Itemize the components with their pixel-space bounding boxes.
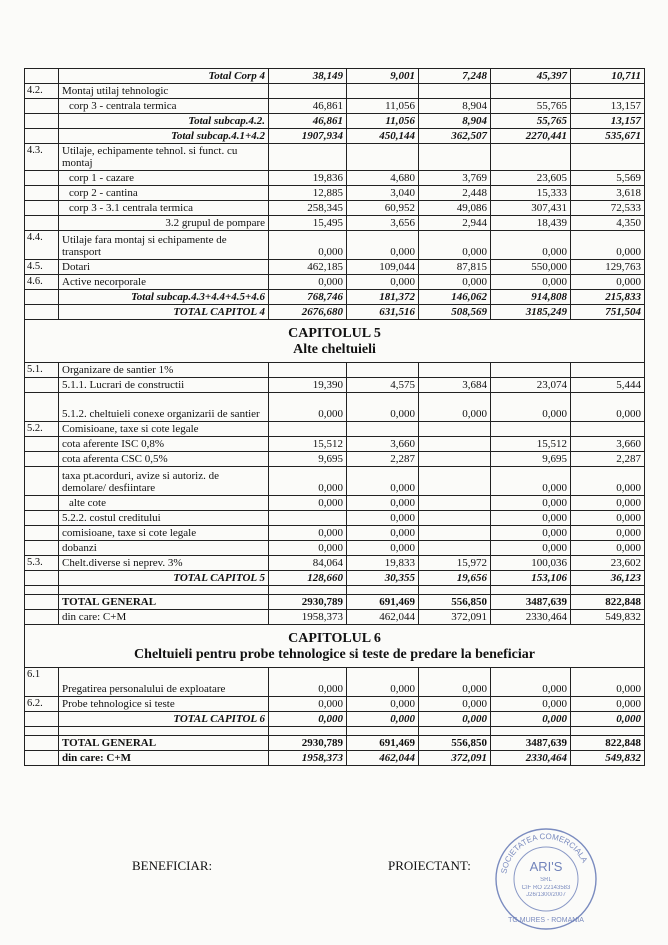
spacer-row [25,586,645,595]
row-number: 4.6. [25,275,59,290]
value-cell: 46,861 [269,114,347,129]
table-row [25,114,645,129]
table-row [25,556,645,571]
row-number [25,610,59,625]
value-cell: 0,000 [491,541,571,556]
value-cell: 2,448 [419,186,491,201]
table-row [25,171,645,186]
row-number [25,290,59,305]
value-cell: 181,372 [347,290,419,305]
row-number [25,736,59,751]
value-cell: 3487,639 [491,736,571,751]
beneficiar-label: BENEFICIAR: [132,858,213,873]
value-cell: 631,516 [347,305,419,320]
row-label: Pregatirea personalului de exploatare [59,668,269,697]
row-number [25,511,59,526]
value-cell: 362,507 [419,129,491,144]
value-cell [347,144,419,171]
value-cell: 691,469 [347,736,419,751]
table-row [25,231,645,260]
value-cell: 0,000 [571,496,645,511]
value-cell: 2930,789 [269,736,347,751]
value-cell: 0,000 [491,511,571,526]
value-cell [491,84,571,99]
table-row [25,511,645,526]
value-cell: 4,350 [571,216,645,231]
row-label: din care: C+M [59,610,269,625]
value-cell [347,84,419,99]
table-row [25,452,645,467]
value-cell: 2,944 [419,216,491,231]
value-cell: 0,000 [419,231,491,260]
table-row [25,526,645,541]
value-cell: 2676,680 [269,305,347,320]
value-cell: 0,000 [347,496,419,511]
row-label: Comisioane, taxe si cote legale [59,422,269,437]
row-label: Chelt.diverse si neprev. 3% [59,556,269,571]
value-cell [571,84,645,99]
value-cell: 12,885 [269,186,347,201]
value-cell: 2930,789 [269,595,347,610]
table-row [25,378,645,393]
value-cell [571,422,645,437]
value-cell: 3487,639 [491,595,571,610]
value-cell: 751,504 [571,305,645,320]
value-cell: 372,091 [419,751,491,766]
value-cell: 10,711 [571,69,645,84]
value-cell: 87,815 [419,260,491,275]
value-cell: 3,618 [571,186,645,201]
row-label: corp 2 - cantina [59,186,269,201]
value-cell: 556,850 [419,595,491,610]
value-cell: 3,040 [347,186,419,201]
value-cell: 0,000 [347,668,419,697]
row-label: cota aferente ISC 0,8% [59,437,269,452]
value-cell: 153,106 [491,571,571,586]
row-number [25,69,59,84]
value-cell: 2330,464 [491,751,571,766]
value-cell: 23,602 [571,556,645,571]
value-cell: 0,000 [347,712,419,727]
value-cell: 0,000 [419,697,491,712]
value-cell: 109,044 [347,260,419,275]
table-row [25,186,645,201]
value-cell: 258,345 [269,201,347,216]
chapter-heading [25,625,645,668]
value-cell [571,144,645,171]
table-row [25,541,645,556]
table-row [25,363,645,378]
value-cell: 1958,373 [269,610,347,625]
row-label: corp 1 - cazare [59,171,269,186]
value-cell: 0,000 [269,697,347,712]
value-cell: 15,512 [491,437,571,452]
value-cell: 0,000 [571,668,645,697]
value-cell: 13,157 [571,114,645,129]
value-cell: 38,149 [269,69,347,84]
value-cell: 0,000 [347,275,419,290]
value-cell: 462,044 [347,610,419,625]
value-cell [491,422,571,437]
value-cell: 46,861 [269,99,347,114]
value-cell: 128,660 [269,571,347,586]
row-label: cota aferenta CSC 0,5% [59,452,269,467]
table-row [25,467,645,496]
row-label: comisioane, taxe si cote legale [59,526,269,541]
value-cell: 8,904 [419,99,491,114]
row-number [25,378,59,393]
row-number [25,526,59,541]
value-cell: 0,000 [491,496,571,511]
row-number [25,186,59,201]
table-row [25,260,645,275]
value-cell: 549,832 [571,751,645,766]
value-cell: 0,000 [347,393,419,422]
value-cell: 822,848 [571,736,645,751]
row-label: Total Corp 4 [59,69,269,84]
value-cell: 462,044 [347,751,419,766]
value-cell: 1958,373 [269,751,347,766]
value-cell [419,526,491,541]
table-row [25,144,645,171]
value-cell: 19,833 [347,556,419,571]
table-row [25,201,645,216]
value-cell: 0,000 [347,231,419,260]
chapter-subtitle: Alte cheltuieli [293,342,376,357]
value-cell: 2,287 [347,452,419,467]
value-cell: 215,833 [571,290,645,305]
value-cell: 55,765 [491,114,571,129]
value-cell: 15,495 [269,216,347,231]
value-cell: 0,000 [269,541,347,556]
value-cell: 0,000 [269,231,347,260]
chapter-heading [25,320,645,363]
chapter-title: CAPITOLUL 5 [288,326,381,341]
row-label: Total subcap.4.2. [59,114,269,129]
value-cell: 11,056 [347,99,419,114]
value-cell [419,541,491,556]
value-cell: 0,000 [269,275,347,290]
row-label: dobanzi [59,541,269,556]
value-cell: 0,000 [571,511,645,526]
value-cell: 691,469 [347,595,419,610]
value-cell: 0,000 [269,668,347,697]
row-label: TOTAL CAPITOL 5 [59,571,269,586]
chapter-title: CAPITOLUL 6 [288,631,381,646]
value-cell: 0,000 [347,697,419,712]
row-number [25,171,59,186]
row-label: TOTAL GENERAL [59,595,269,610]
value-cell [419,496,491,511]
value-cell: 60,952 [347,201,419,216]
row-number: 6.1 [25,668,59,697]
chapter-subtitle: Cheltuieli pentru probe tehnologice si teste de predare la beneficiar [134,647,535,662]
value-cell: 0,000 [269,712,347,727]
table-row [25,129,645,144]
table-row [25,437,645,452]
value-cell: 0,000 [571,697,645,712]
row-label: Dotari [59,260,269,275]
value-cell: 3185,249 [491,305,571,320]
value-cell: 9,695 [269,452,347,467]
value-cell: 9,695 [491,452,571,467]
value-cell: 55,765 [491,99,571,114]
value-cell: 462,185 [269,260,347,275]
value-cell [347,363,419,378]
value-cell: 11,056 [347,114,419,129]
row-number: 5.3. [25,556,59,571]
value-cell [419,467,491,496]
table-row [25,69,645,84]
svg-text:SRL: SRL [540,877,552,883]
row-label: Organizare de santier 1% [59,363,269,378]
value-cell [269,84,347,99]
table-row [25,736,645,751]
row-number [25,452,59,467]
value-cell: 146,062 [419,290,491,305]
table-row [25,751,645,766]
value-cell: 450,144 [347,129,419,144]
value-cell [491,363,571,378]
value-cell: 0,000 [347,511,419,526]
table-row [25,610,645,625]
table-row [25,571,645,586]
value-cell: 23,074 [491,378,571,393]
value-cell: 3,660 [347,437,419,452]
value-cell: 0,000 [347,541,419,556]
table-row [25,697,645,712]
value-cell: 5,569 [571,171,645,186]
spacer-row [25,727,645,736]
value-cell [419,437,491,452]
value-cell: 30,355 [347,571,419,586]
row-label: Probe tehnologice si teste [59,697,269,712]
value-cell: 556,850 [419,736,491,751]
row-label: alte cote [59,496,269,511]
value-cell [419,363,491,378]
value-cell: 49,086 [419,201,491,216]
value-cell [419,144,491,171]
value-cell: 0,000 [491,275,571,290]
value-cell: 0,000 [491,467,571,496]
table-row [25,84,645,99]
table-row [25,496,645,511]
row-number [25,541,59,556]
value-cell: 822,848 [571,595,645,610]
value-cell: 535,671 [571,129,645,144]
row-number [25,216,59,231]
row-label: Utilaje fara montaj si echipamente de transport [59,231,269,260]
value-cell: 19,656 [419,571,491,586]
svg-text:CIF RO 22143583: CIF RO 22143583 [521,885,571,891]
row-label: TOTAL CAPITOL 6 [59,712,269,727]
value-cell: 0,000 [347,467,419,496]
value-cell: 372,091 [419,610,491,625]
value-cell: 3,660 [571,437,645,452]
value-cell: 3,684 [419,378,491,393]
row-number [25,393,59,422]
value-cell: 23,605 [491,171,571,186]
svg-text:ARI'S: ARI'S [529,859,563,874]
row-number [25,114,59,129]
value-cell: 0,000 [269,393,347,422]
table-row [25,668,645,697]
value-cell: 129,763 [571,260,645,275]
value-cell: 4,680 [347,171,419,186]
value-cell: 0,000 [571,275,645,290]
value-cell [419,84,491,99]
value-cell [419,422,491,437]
row-number [25,437,59,452]
row-number: 4.5. [25,260,59,275]
value-cell: 3,769 [419,171,491,186]
value-cell: 0,000 [419,668,491,697]
value-cell: 549,832 [571,610,645,625]
value-cell: 0,000 [269,496,347,511]
value-cell: 19,390 [269,378,347,393]
row-label: TOTAL GENERAL [59,736,269,751]
value-cell: 0,000 [571,526,645,541]
value-cell: 508,569 [419,305,491,320]
value-cell: 2,287 [571,452,645,467]
row-number [25,201,59,216]
row-number: 4.4. [25,231,59,260]
value-cell: 2330,464 [491,610,571,625]
value-cell: 0,000 [491,668,571,697]
estimate-table [24,68,645,766]
row-number [25,571,59,586]
value-cell: 0,000 [571,541,645,556]
value-cell: 0,000 [491,712,571,727]
value-cell: 0,000 [419,393,491,422]
row-label: Utilaje, echipamente tehnol. si funct. cu montaj [59,144,269,171]
row-label: TOTAL CAPITOL 4 [59,305,269,320]
value-cell [419,452,491,467]
value-cell: 1907,934 [269,129,347,144]
table-row [25,393,645,422]
svg-text:SOCIETATEA COMERCIALA: SOCIETATEA COMERCIALA [499,831,590,875]
value-cell [269,422,347,437]
value-cell [347,422,419,437]
value-cell: 7,248 [419,69,491,84]
table-row [25,712,645,727]
row-number [25,305,59,320]
estimate-page [24,68,644,766]
value-cell [491,144,571,171]
row-number [25,712,59,727]
row-number: 4.3. [25,144,59,171]
value-cell: 4,575 [347,378,419,393]
value-cell: 15,972 [419,556,491,571]
value-cell [269,511,347,526]
value-cell: 914,808 [491,290,571,305]
value-cell: 9,001 [347,69,419,84]
value-cell: 0,000 [419,712,491,727]
table-row [25,275,645,290]
row-label: taxa pt.acorduri, avize si autoriz. de demolare/ desfiintare [59,467,269,496]
value-cell: 0,000 [491,526,571,541]
value-cell: 8,904 [419,114,491,129]
value-cell: 45,397 [491,69,571,84]
value-cell: 550,000 [491,260,571,275]
value-cell: 0,000 [491,231,571,260]
value-cell: 19,836 [269,171,347,186]
row-label: Total subcap.4.1+4.2 [59,129,269,144]
value-cell: 2270,441 [491,129,571,144]
row-number [25,467,59,496]
value-cell: 0,000 [347,526,419,541]
row-label: Montaj utilaj tehnologic [59,84,269,99]
value-cell: 84,064 [269,556,347,571]
proiectant-label: PROIECTANT: [388,858,471,873]
value-cell: 0,000 [419,275,491,290]
row-label: 5.2.2. costul creditului [59,511,269,526]
value-cell: 0,000 [571,712,645,727]
row-number: 4.2. [25,84,59,99]
value-cell: 0,000 [571,467,645,496]
table-row [25,216,645,231]
value-cell: 18,439 [491,216,571,231]
row-label: Active necorporale [59,275,269,290]
row-number [25,751,59,766]
row-label: Total subcap.4.3+4.4+4.5+4.6 [59,290,269,305]
row-number [25,99,59,114]
value-cell: 0,000 [491,697,571,712]
value-cell: 0,000 [571,393,645,422]
row-number [25,595,59,610]
row-number [25,496,59,511]
company-stamp [493,826,599,932]
svg-text:J26/1300/2007: J26/1300/2007 [526,892,566,898]
row-label: corp 3 - centrala termica [59,99,269,114]
row-label: din care: C+M [59,751,269,766]
value-cell: 15,512 [269,437,347,452]
table-row [25,422,645,437]
value-cell: 5,444 [571,378,645,393]
row-number [25,129,59,144]
value-cell: 0,000 [269,526,347,541]
row-number: 5.2. [25,422,59,437]
value-cell: 307,431 [491,201,571,216]
value-cell: 72,533 [571,201,645,216]
table-row [25,99,645,114]
row-number: 5.1. [25,363,59,378]
row-number: 6.2. [25,697,59,712]
table-row [25,305,645,320]
row-label: 5.1.1. Lucrari de constructii [59,378,269,393]
table-row [25,595,645,610]
svg-text:TG.MURES - ROMANIA: TG.MURES - ROMANIA [508,917,584,924]
value-cell [571,363,645,378]
value-cell: 0,000 [491,393,571,422]
row-label: corp 3 - 3.1 centrala termica [59,201,269,216]
table-row [25,290,645,305]
row-label: 3.2 grupul de pompare [59,216,269,231]
value-cell: 0,000 [269,467,347,496]
value-cell: 100,036 [491,556,571,571]
row-label: 5.1.2. cheltuieli conexe organizarii de santier [59,393,269,422]
value-cell [269,363,347,378]
value-cell: 0,000 [571,231,645,260]
value-cell: 768,746 [269,290,347,305]
value-cell: 36,123 [571,571,645,586]
value-cell: 15,333 [491,186,571,201]
value-cell: 13,157 [571,99,645,114]
value-cell [419,511,491,526]
value-cell: 3,656 [347,216,419,231]
value-cell [269,144,347,171]
